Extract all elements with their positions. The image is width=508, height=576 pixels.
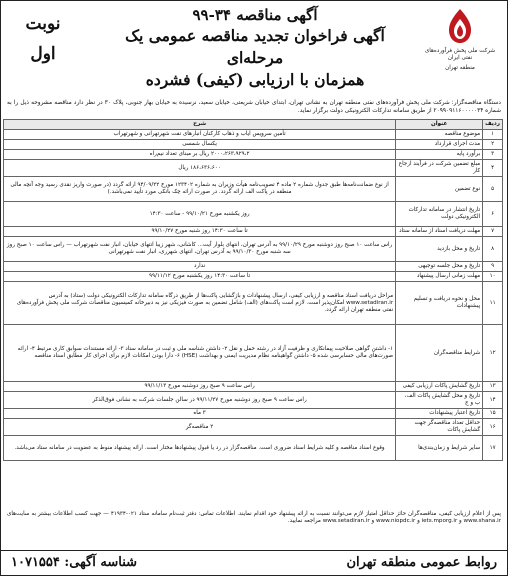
row-number: ۱۶ bbox=[483, 419, 503, 436]
row-description: راس ساعت ۱۰ صبح روز دوشنبه مورخ ۹۹/۱۰/۲۹ به آدرس تهران، انتهای بلوار آیت... کاشانی، شهر زیبا انتهای خیابان، انبار نفت شهرتهراب — راس ساعت ۱۰ صبح روز سه شنبه مورخ ۹۹/۱۰/۳۰ به آدرس تهران، انتهای شهرری، انبار نفت شهرتهرانی bbox=[4, 237, 396, 262]
row-number: ۱۲ bbox=[483, 325, 503, 382]
col-header-row-number: ردیف bbox=[483, 120, 503, 130]
row-number: ۵ bbox=[483, 177, 503, 202]
table-row bbox=[4, 150, 503, 160]
notice-titles bbox=[95, 5, 415, 91]
row-number: ۷ bbox=[483, 227, 503, 237]
row-title: تاریخ انتشار در سامانه تدارکات الکترونیکی دولت bbox=[396, 202, 483, 227]
table-row bbox=[4, 409, 503, 419]
tender-number-title: آگهی مناقصه ۳۴-۹۹ bbox=[192, 6, 318, 24]
col-header-title: عنوان bbox=[396, 120, 483, 130]
row-number: ۳ bbox=[483, 150, 503, 160]
org-region: منطقه تهران bbox=[445, 65, 475, 71]
main-title-line-1: آگهی فراخوان تجدید مناقصه عمومی یک مرحله‌ای bbox=[125, 26, 385, 67]
row-description: ندارد bbox=[4, 262, 396, 272]
row-title: تاریخ و محل گشایش پاکات الف، ب و ج bbox=[396, 392, 483, 409]
public-relations-label: روابط عمومی منطقه تهران bbox=[346, 555, 497, 570]
row-number: ۶ bbox=[483, 202, 503, 227]
table-row bbox=[4, 272, 503, 282]
notice-footer bbox=[1, 550, 507, 575]
row-title: شرایط مناقصه‌گران bbox=[396, 325, 483, 382]
row-number: ۱ bbox=[483, 130, 503, 140]
table-row bbox=[4, 382, 503, 392]
row-description: تا ساعت ۱۴:۳۰ روز یکشنبه مورخ ۹۹/۱۱/۱۲ bbox=[4, 272, 396, 282]
table-row bbox=[4, 436, 503, 461]
row-title: حداقل تعداد مناقصه‌گر جهت گشایش پاکات bbox=[396, 419, 483, 436]
row-description: راس ساعت ۹ صبح روز دوشنبه مورخ ۹۹/۱۱/۱۳ bbox=[4, 382, 396, 392]
row-title: تاریخ و محل جلسه توجیهی bbox=[396, 262, 483, 272]
table-row bbox=[4, 392, 503, 409]
oil-flame-logo-icon bbox=[443, 7, 477, 45]
row-description: روز یکشنبه مورخ ۹۹/۱۰/۲۱ - ساعت ۱۴:۳۰ bbox=[4, 202, 396, 227]
round-value: اول bbox=[30, 44, 56, 64]
main-title-line-2: همزمان با ارزیابی (کیفی) فشرده bbox=[145, 70, 365, 89]
notice-id: شناسه آگهی: ۱۰۷۱۵۵۴ bbox=[11, 555, 138, 570]
row-number: ۹ bbox=[483, 262, 503, 272]
row-number: ۱۴ bbox=[483, 392, 503, 409]
row-title: مهلت زمانی ارسال پیشنهاد bbox=[396, 272, 483, 282]
row-description: ۱- داشتن گواهی صلاحیت پیمانکاری و ظرفیت آزاد در رشته حمل و نقل ۲- داشتن شناسه ملی و ثبت در سامانه ستاد ۳- ارائه مستندات سوابق کاری مرتبط ۴- ارائه صورت‌های مالی حسابرسی شده ۵- داشتن گواهینامه نظام مدیریت ایمنی و بهداشت (HSE) ۶- دارا بودن امکانات لازم برای اجرای کار مطابق اسناد مناقصه bbox=[4, 325, 396, 382]
row-title: نوع تضمین bbox=[396, 177, 483, 202]
row-description: مراحل دریافت اسناد مناقصه و ارزیابی کیفی، ارسال پیشنهادات و بازگشایی پاکت‌ها از طریق درگاه سامانه تدارکات الکترونیکی دولت (ستاد) به آدرس www.setadiran.ir امکان‌پذیر است. لازم است پاکت‌های (الف) شامل تضمین به صورت فیزیکی نیز به دبیرخانه کمیسیون مناقصات شرکت ملی پخش فرآورده‌های نفتی منطقه تهران ارائه گردد. bbox=[4, 282, 396, 325]
table-row bbox=[4, 130, 503, 140]
table-row bbox=[4, 177, 503, 202]
row-number: ۴ bbox=[483, 160, 503, 177]
row-title: موضوع مناقصه bbox=[396, 130, 483, 140]
row-description: ۲ مناقصه‌گر bbox=[4, 419, 396, 436]
row-description: تا ساعت ۱۴:۳۰ روز شنبه مورخ ۹۹/۱۰/۲۷ bbox=[4, 227, 396, 237]
row-number: ۸ bbox=[483, 237, 503, 262]
row-title: مدت اجرای قرارداد bbox=[396, 140, 483, 150]
row-title: برآورد پایه bbox=[396, 150, 483, 160]
table-row bbox=[4, 202, 503, 227]
row-description: تأمین سرویس ایاب و ذهاب کارکنان انبارهای نفت شهرتهرانی و شهرتهراب bbox=[4, 130, 396, 140]
row-title: تاریخ گشایش پاکات ارزیابی کیفی bbox=[396, 382, 483, 392]
row-title: سایر شرایط و زمان‌بندی‌ها bbox=[396, 436, 483, 461]
row-number: ۱۱ bbox=[483, 282, 503, 325]
row-description: وقوع اسناد مناقصه و کلیه شرایط اسناد ضروری است. مناقصه‌گزار در رد یا قبول پیشنهادها مختار است. ارائه پیشنهاد منوط به عضویت در سامانه ستاد می‌باشد. bbox=[4, 436, 396, 461]
table-row bbox=[4, 262, 503, 272]
org-name: شرکت ملی پخش فرآورده‌های نفتی ایران bbox=[424, 48, 496, 61]
col-header-description: شرح bbox=[4, 120, 396, 130]
row-description: ۲۰۰۰،۲۶۳،۹۲۹،۲ ریال بر مبنای تعداد نیم‌راه bbox=[4, 150, 396, 160]
row-description: راس ساعت ۹ صبح روز دوشنبه مورخ ۹۹/۱۱/۲۷ در سالن جلسات شرکت به نشانی فوق‌الذکر bbox=[4, 392, 396, 409]
row-description: از نوع ضمانت‌نامه‌ها طبق جدول شماره ۲ ماده ۴ تصویب‌نامه هیأت وزیران به شماره ۱۲۳۴۰۲ مورخ ۹۴/۰۹/۲۲ ارائه گردد (در صورت واریز نقدی رسید وجه آنچه مالی منطقه در پاکت الف ارائه گردد. در صورت ارائه چک بانکی مورد تأیید نمی‌باشد.) bbox=[4, 177, 396, 202]
row-number: ۲ bbox=[483, 140, 503, 150]
additional-notes: پس از اعلام ارزیابی کیفی، مناقصه‌گران حائز حداقل امتیاز لازم می‌توانند نسبت به ارائه پیشنهاد خود اقدام نمایند. اطلاعات تماس: دفتر ثبت‌نام سامانه ستاد ۰۲۱-۴۱۹۳۴ — جهت کسب اطلاعات بیشتر به سایت‌های www.shana.ir و iets.mporg.ir و www.niopdc.ir و www.setadiran.ir مراجعه نمایید. bbox=[7, 511, 501, 524]
row-title: مهلت دریافت اسناد از سامانه ستاد bbox=[396, 227, 483, 237]
round-label: نوبت bbox=[25, 14, 61, 34]
row-description: ۱۸۶،۶۳۶،۶۰۰ ریال bbox=[4, 160, 396, 177]
notice-header bbox=[1, 1, 507, 99]
table-row bbox=[4, 227, 503, 237]
row-description: ۳ ماه bbox=[4, 409, 396, 419]
row-title: تاریخ اعتبار پیشنهادات bbox=[396, 409, 483, 419]
row-number: ۱۵ bbox=[483, 409, 503, 419]
tender-details-table bbox=[3, 119, 503, 461]
table-row bbox=[4, 282, 503, 325]
table-row bbox=[4, 419, 503, 436]
intro-paragraph: دستگاه مناقصه‌گزار: شرکت ملی پخش فرآورده‌های نفتی منطقه تهران به نشانی تهران، ابتدای خیابان شریعتی، خیابان سعید، نرسیده به خیابان بهار جنوبی، پلاک ۳۰ در نظر دارد مناقصه مشروحه ذیل را به شماره ۲۰۹۹۰۹۱۱۶۰۰۰۰۰۳۴ از طریق سامانه تدارکات الکترونیکی دولت برگزار نماید. bbox=[7, 100, 501, 114]
table-row bbox=[4, 160, 503, 177]
table-row bbox=[4, 140, 503, 150]
publication-round bbox=[9, 9, 77, 69]
row-title: مبلغ تضمین شرکت در فرآیند ارجاع کار bbox=[396, 160, 483, 177]
row-number: ۱۰ bbox=[483, 272, 503, 282]
row-description: یکسال شمسی bbox=[4, 140, 396, 150]
row-number: ۱۷ bbox=[483, 436, 503, 461]
org-block bbox=[419, 7, 501, 72]
table-header-row bbox=[4, 120, 503, 130]
table-row bbox=[4, 237, 503, 262]
row-number: ۱۳ bbox=[483, 382, 503, 392]
row-title: محل و نحوه دریافت و تسلیم پیشنهادات bbox=[396, 282, 483, 325]
table-row bbox=[4, 325, 503, 382]
row-title: تاریخ و محل بازدید bbox=[396, 237, 483, 262]
